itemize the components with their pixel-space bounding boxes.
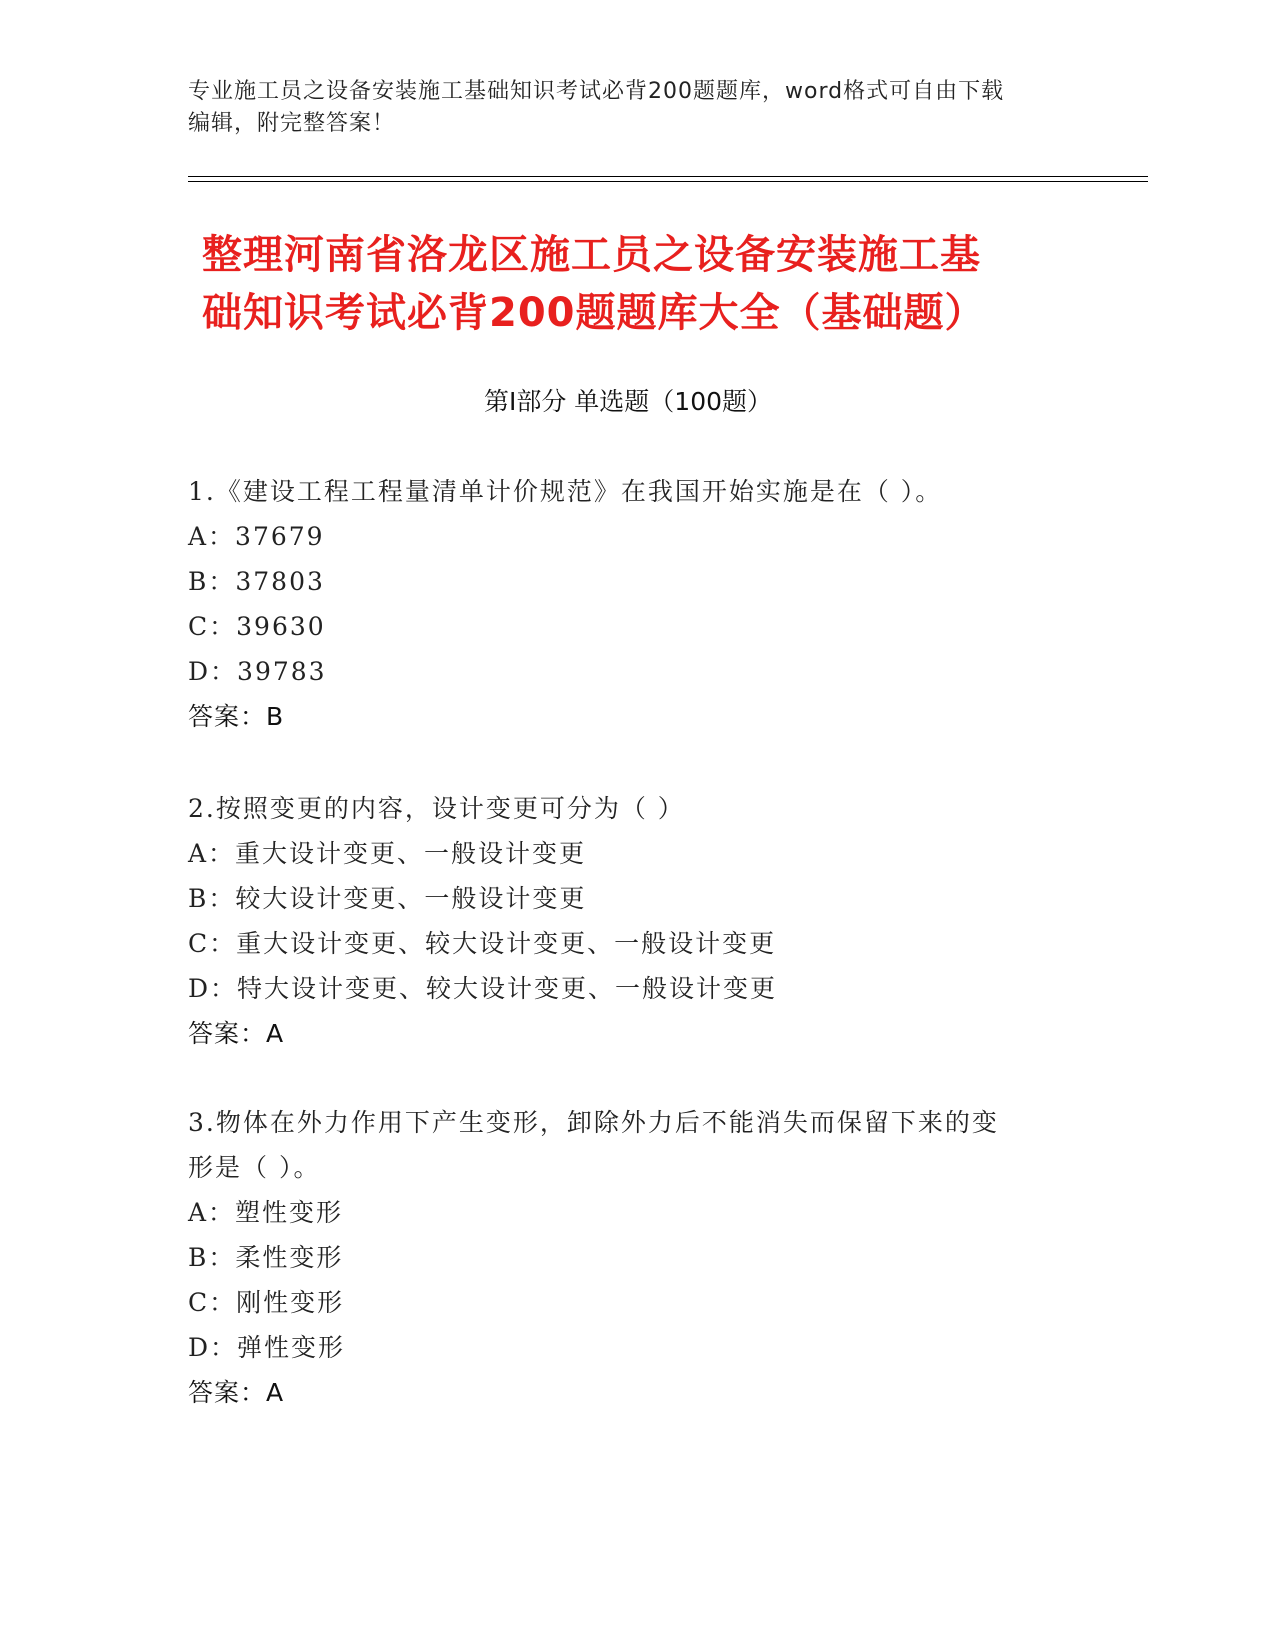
question-1: [188, 469, 1068, 739]
option-c: C：重大设计变更、较大设计变更、一般设计变更: [188, 929, 777, 958]
header-note: [188, 76, 1068, 140]
header-note-line-1: 专业施工员之设备安装施工基础知识考试必背200题题库，word格式可自由下载: [188, 79, 1005, 104]
question-stem-line-1: 3.物体在外力作用下产生变形，卸除外力后不能消失而保留下来的变: [188, 1108, 999, 1137]
question-stem: 1.《建设工程工程量清单计价规范》在我国开始实施是在（ ）。: [188, 477, 943, 506]
document-title: [202, 226, 1102, 342]
question-stem-line-2: 形是（ ）。: [188, 1153, 321, 1182]
document-title-line-1: 整理河南省洛龙区施工员之设备安装施工基: [202, 232, 981, 278]
question-2: [188, 786, 1068, 1056]
option-d: D：特大设计变更、较大设计变更、一般设计变更: [188, 974, 778, 1003]
option-b: B：37803: [188, 567, 325, 596]
option-c: C：39630: [188, 612, 326, 641]
question-3: [188, 1100, 1068, 1415]
option-b: B：较大设计变更、一般设计变更: [188, 884, 587, 913]
document-title-line-2: 础知识考试必背200题题库大全（基础题）: [202, 290, 986, 336]
answer: 答案：A: [188, 1019, 285, 1048]
header-divider-top: [188, 176, 1148, 177]
header-divider-bottom: [188, 181, 1148, 182]
section-title: 第Ⅰ部分 单选题（100题）: [483, 387, 773, 416]
header-note-line-2: 编辑，附完整答案！: [188, 111, 396, 136]
question-stem: 2.按照变更的内容，设计变更可分为（ ）: [188, 794, 685, 823]
option-a: A：37679: [188, 522, 325, 551]
option-a: A：重大设计变更、一般设计变更: [188, 839, 587, 868]
option-c: C：刚性变形: [188, 1288, 345, 1317]
option-d: D：弹性变形: [188, 1333, 346, 1362]
option-b: B：柔性变形: [188, 1243, 344, 1272]
answer: 答案：A: [188, 1378, 285, 1407]
answer: 答案：B: [188, 702, 285, 731]
option-a: A：塑性变形: [188, 1198, 344, 1227]
option-d: D：39783: [188, 657, 327, 686]
